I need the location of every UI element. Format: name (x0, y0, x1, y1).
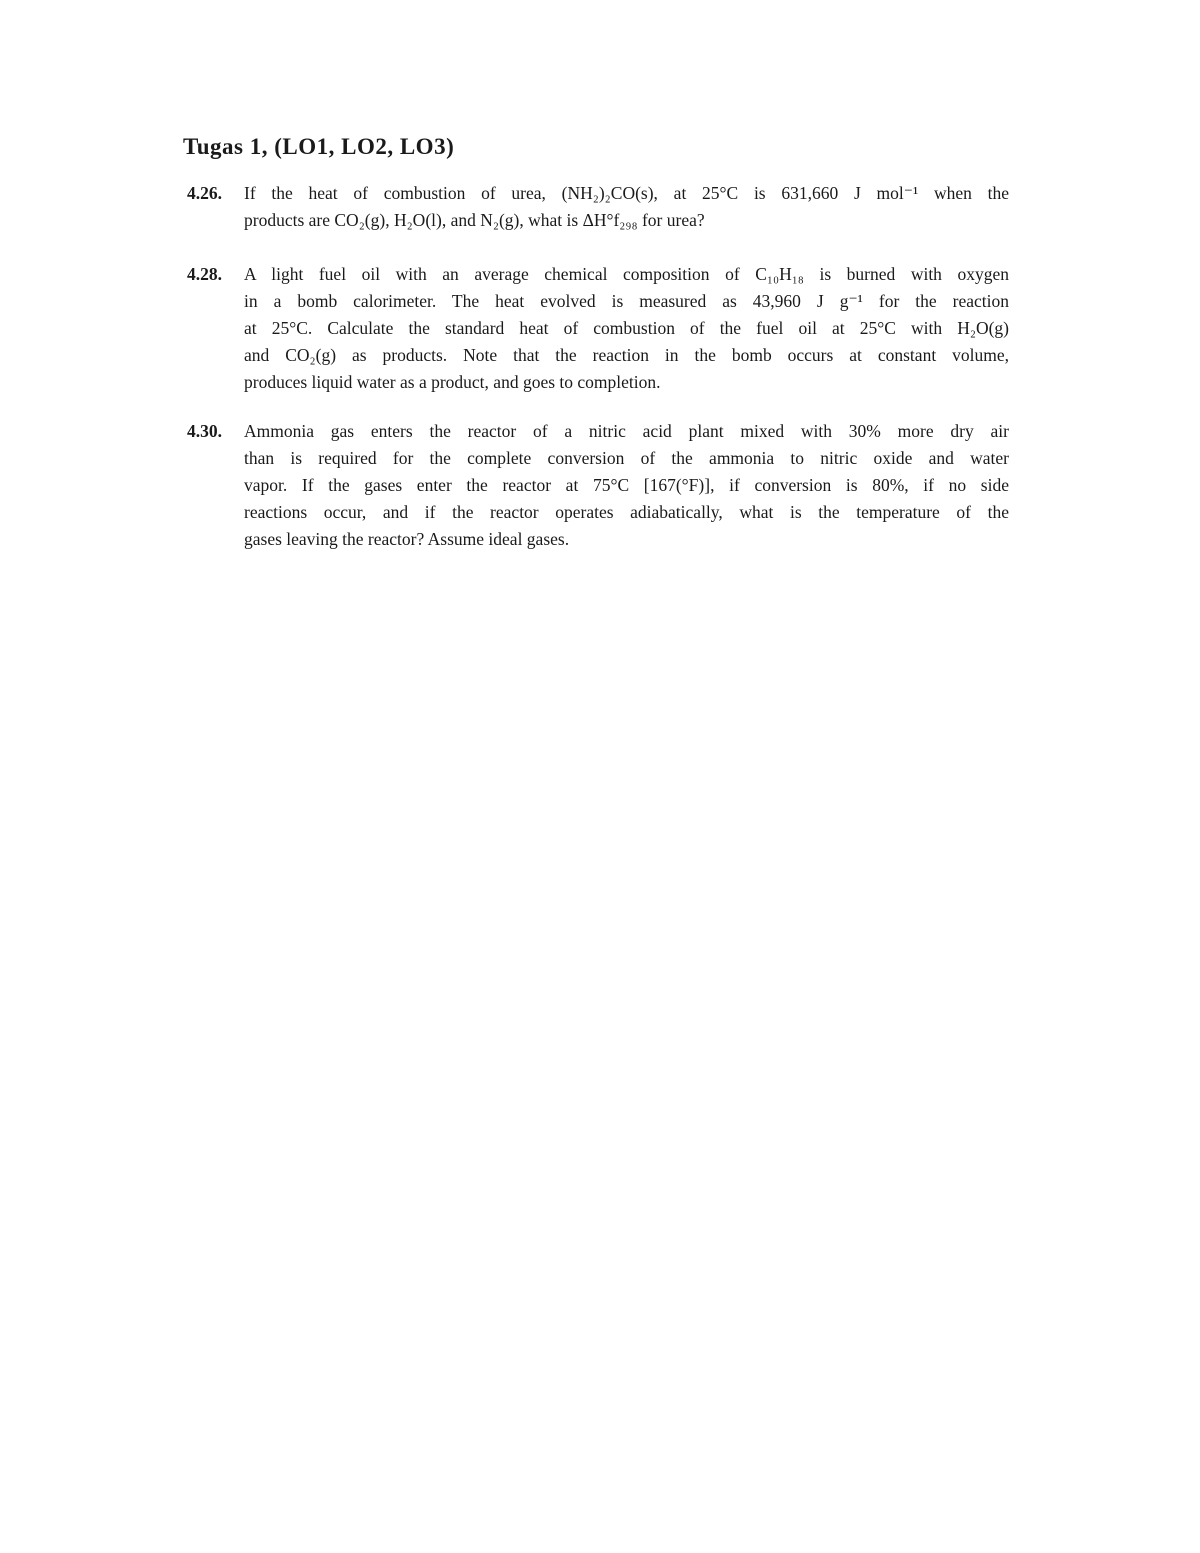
problem-number: 4.28. (187, 264, 222, 284)
problem-text (244, 261, 1009, 396)
problem-text (244, 418, 1009, 553)
problem-line: reactions occur, and if the reactor operates adiabatically, what is the temperature of the (244, 502, 1009, 522)
problem-line: in a bomb calorimeter. The heat evolved is measured as 43,960 J g⁻¹ for the reaction (244, 291, 1009, 311)
problem-4-28 (187, 261, 1009, 396)
problem-line: vapor. If the gases enter the reactor at 75°C [167(°F)], if conversion is 80%, if no side (244, 475, 1009, 495)
problem-line: produces liquid water as a product, and goes to completion. (244, 372, 661, 392)
problem-text (244, 180, 1009, 234)
page-title: Tugas 1, (LO1, LO2, LO3) (183, 134, 455, 159)
problem-number: 4.26. (187, 183, 222, 203)
problem-4-30 (187, 418, 1009, 553)
problem-line: and CO₂(g) as products. Note that the reaction in the bomb occurs at constant volume, (244, 345, 1009, 365)
problem-number: 4.30. (187, 421, 222, 441)
problem-line: A light fuel oil with an average chemical composition of C₁₀H₁₈ is burned with oxygen (244, 264, 1009, 284)
problem-line: at 25°C. Calculate the standard heat of combustion of the fuel oil at 25°C with H₂O(g) (244, 318, 1009, 338)
problem-line: than is required for the complete conversion of the ammonia to nitric oxide and water (244, 448, 1009, 468)
problem-line: Ammonia gas enters the reactor of a nitric acid plant mixed with 30% more dry air (244, 421, 1009, 441)
problem-line: gases leaving the reactor? Assume ideal gases. (244, 529, 570, 549)
problem-4-26 (187, 180, 1009, 234)
problem-line: If the heat of combustion of urea, (NH₂)₂CO(s), at 25°C is 631,660 J mol⁻¹ when the (244, 183, 1009, 203)
problem-line: products are CO₂(g), H₂O(l), and N₂(g), what is ΔH°f₂₉₈ for urea? (244, 210, 705, 230)
